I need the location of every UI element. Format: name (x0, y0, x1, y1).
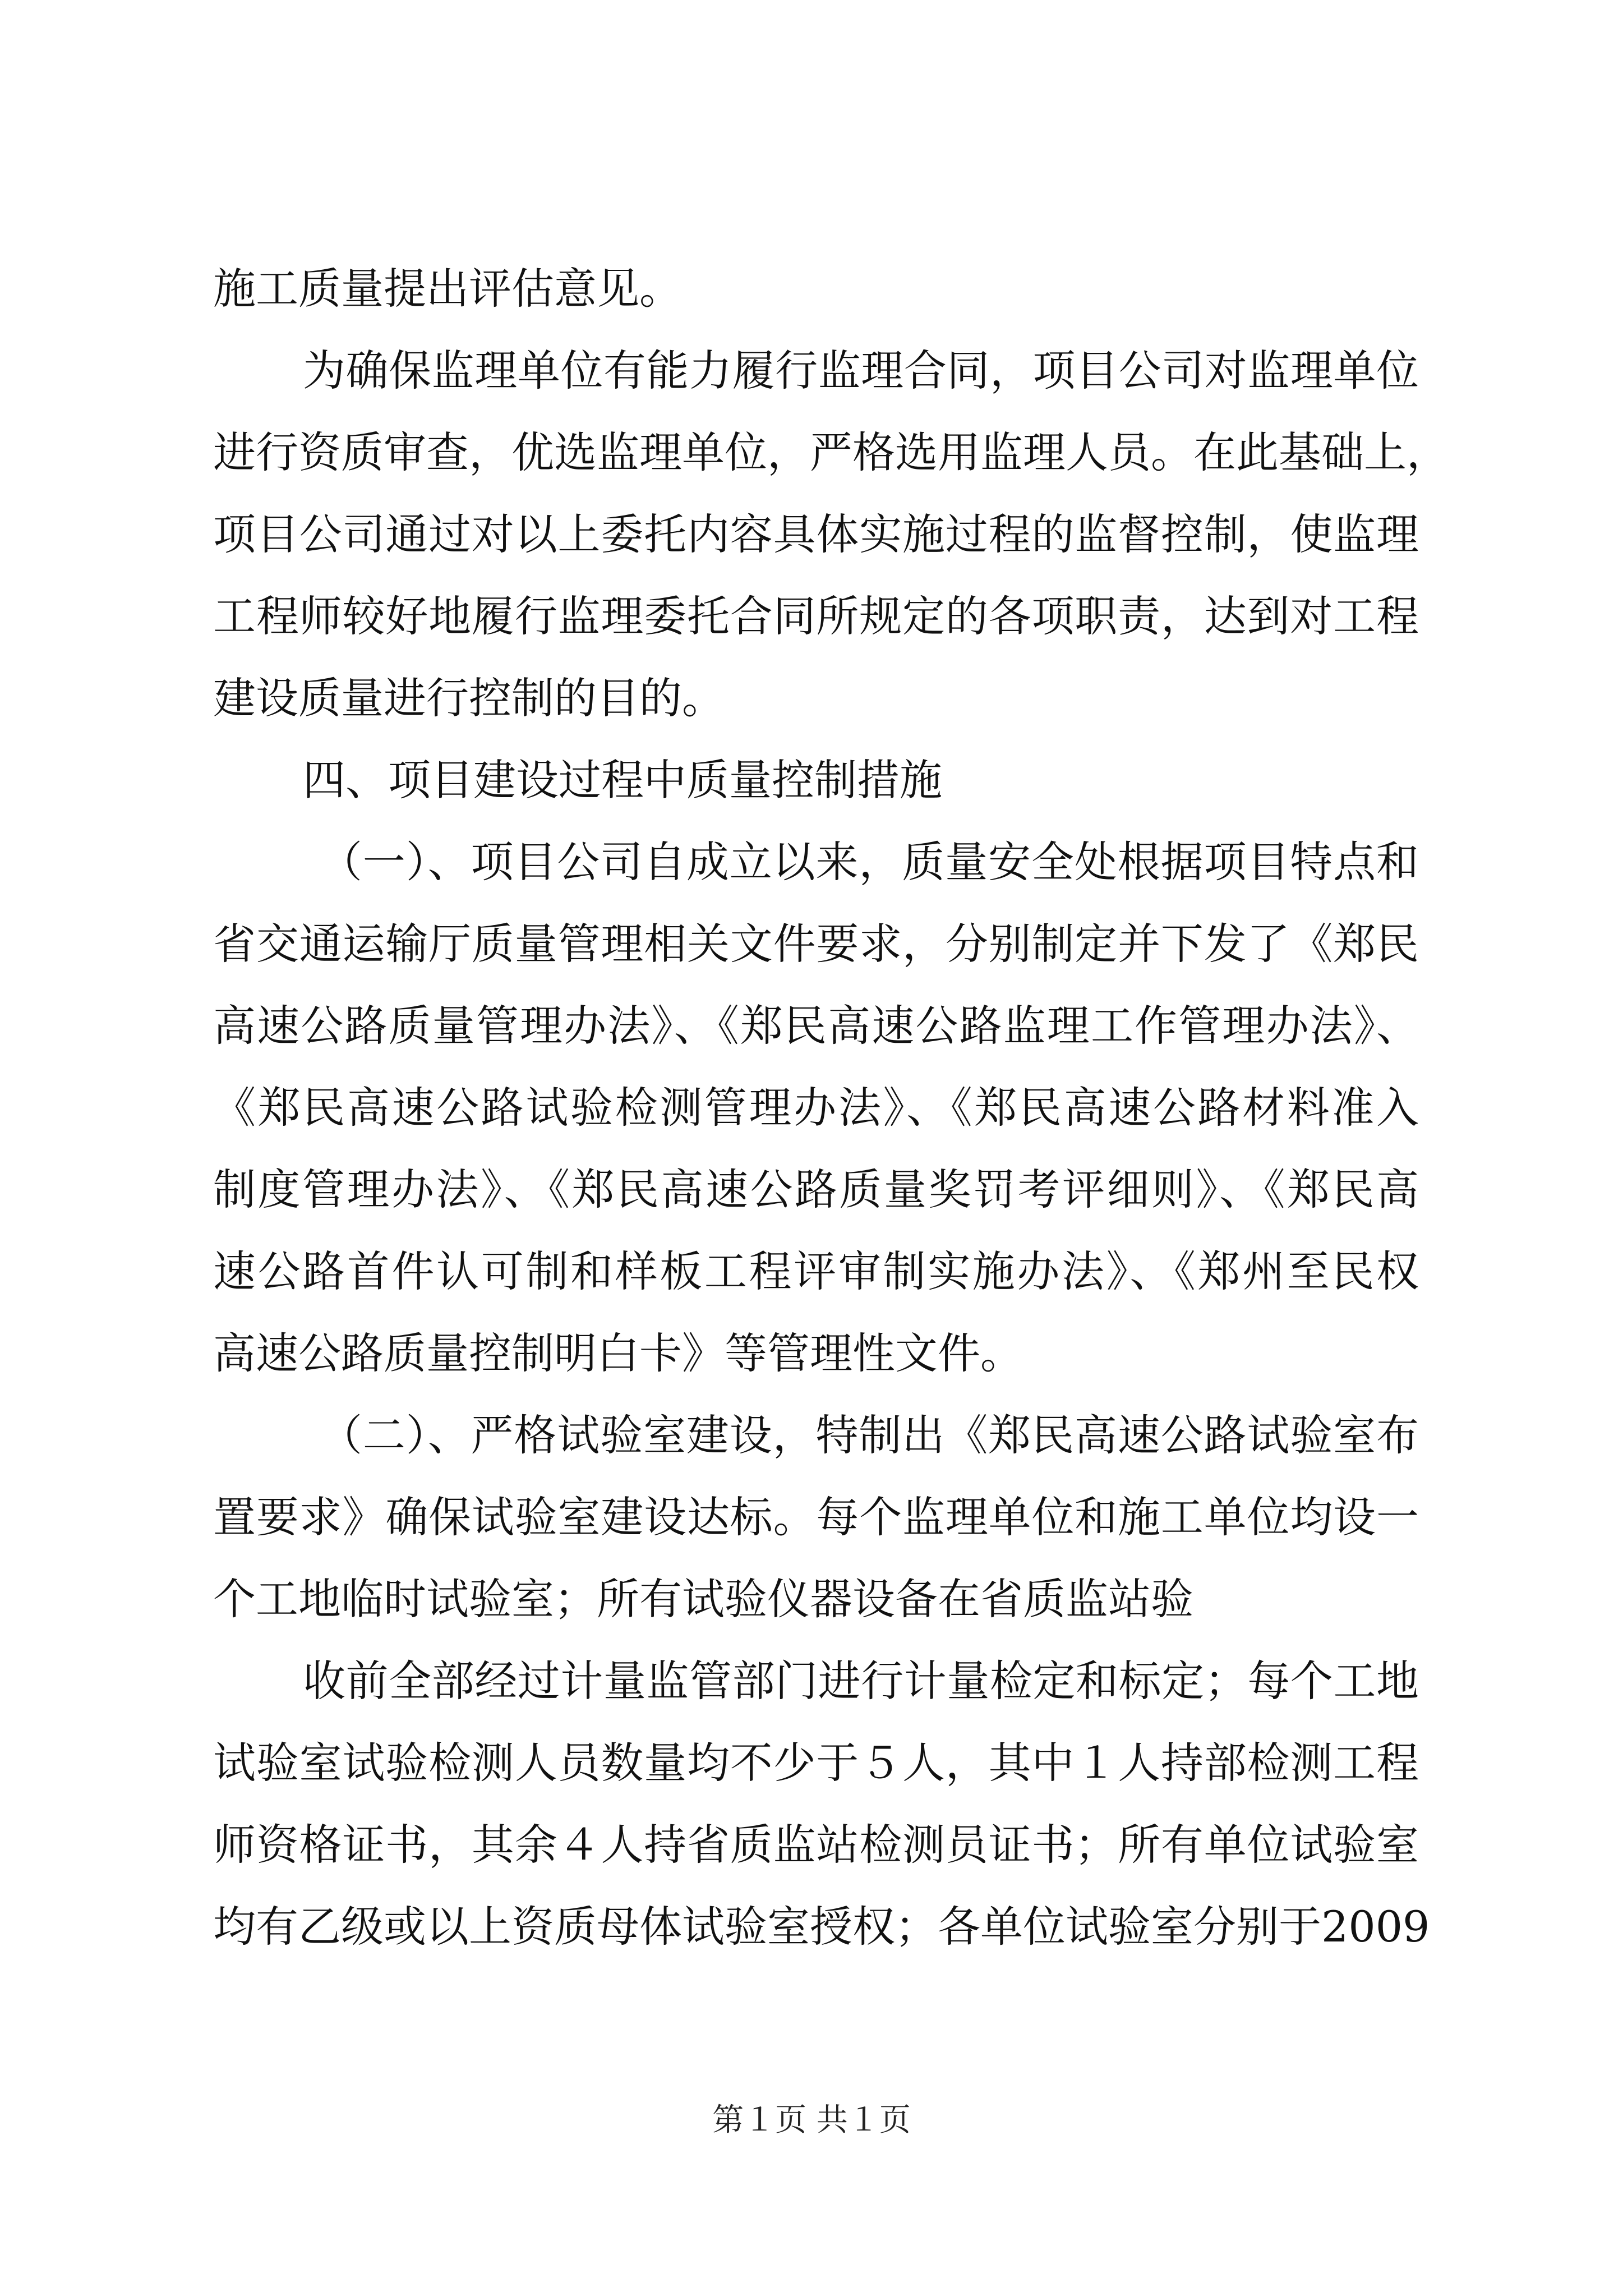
text-line: 试验室试验检测人员数量均不少于５人，其中１人持部检测工程 (213, 1738, 1419, 1788)
text-line: 《郑民高速公路试验检测管理办法》、《郑民高速公路材料准入 (213, 1083, 1419, 1133)
text-line: 工程师较好地履行监理委托合同所规定的各项职责，达到对工程 (213, 591, 1419, 641)
body-text (213, 248, 1449, 1968)
section-heading: 四、项目建设过程中质量控制措施 (303, 755, 942, 805)
page-footer (0, 2098, 1623, 2143)
text-line: 师资格证书，其余４人持省质监站检测员证书；所有单位试验室 (213, 1820, 1419, 1870)
text-line: 高速公路质量管理办法》、《郑民高速公路监理工作管理办法》、 (213, 1001, 1419, 1051)
text-line: 施工质量提出评估意见。 (213, 264, 682, 314)
text-line: 进行资质审查，优选监理单位，严格选用监理人员。在此基础上， (213, 427, 1449, 477)
text-line: 速公路首件认可制和样板工程评审制实施办法》、《郑州至民权 (213, 1246, 1419, 1296)
text-line: 收前全部经过计量监管部门进行计量检定和标定；每个工地 (303, 1656, 1419, 1706)
text-line: 为确保监理单位有能力履行监理合同，项目公司对监理单位 (303, 346, 1419, 395)
text-line: 均有乙级或以上资质母体试验室授权；各单位试验室分别于2009 (213, 1902, 1430, 1952)
page-number: 第１页 共１页 (712, 2102, 911, 2138)
text-line: 建设质量进行控制的目的。 (213, 673, 725, 723)
text-line: （二）、严格试验室建设，特制出《郑民高速公路试验室布 (320, 1410, 1419, 1460)
text-line: 制度管理办法》、《郑民高速公路质量奖罚考评细则》、《郑民高 (213, 1165, 1419, 1214)
text-line: 省交通运输厅质量管理相关文件要求，分别制定并下发了《郑民 (213, 919, 1419, 969)
text-line: （一）、项目公司自成立以来，质量安全处根据项目特点和 (320, 837, 1419, 887)
text-line: 个工地临时试验室；所有试验仪器设备在省质监站验 (213, 1574, 1193, 1624)
text-line: 项目公司通过对以上委托内容具体实施过程的监督控制，使监理 (213, 509, 1419, 559)
text-line: 置要求》确保试验室建设达标。每个监理单位和施工单位均设一 (213, 1492, 1419, 1542)
text-line: 高速公路质量控制明白卡》等管理性文件。 (213, 1328, 1023, 1378)
